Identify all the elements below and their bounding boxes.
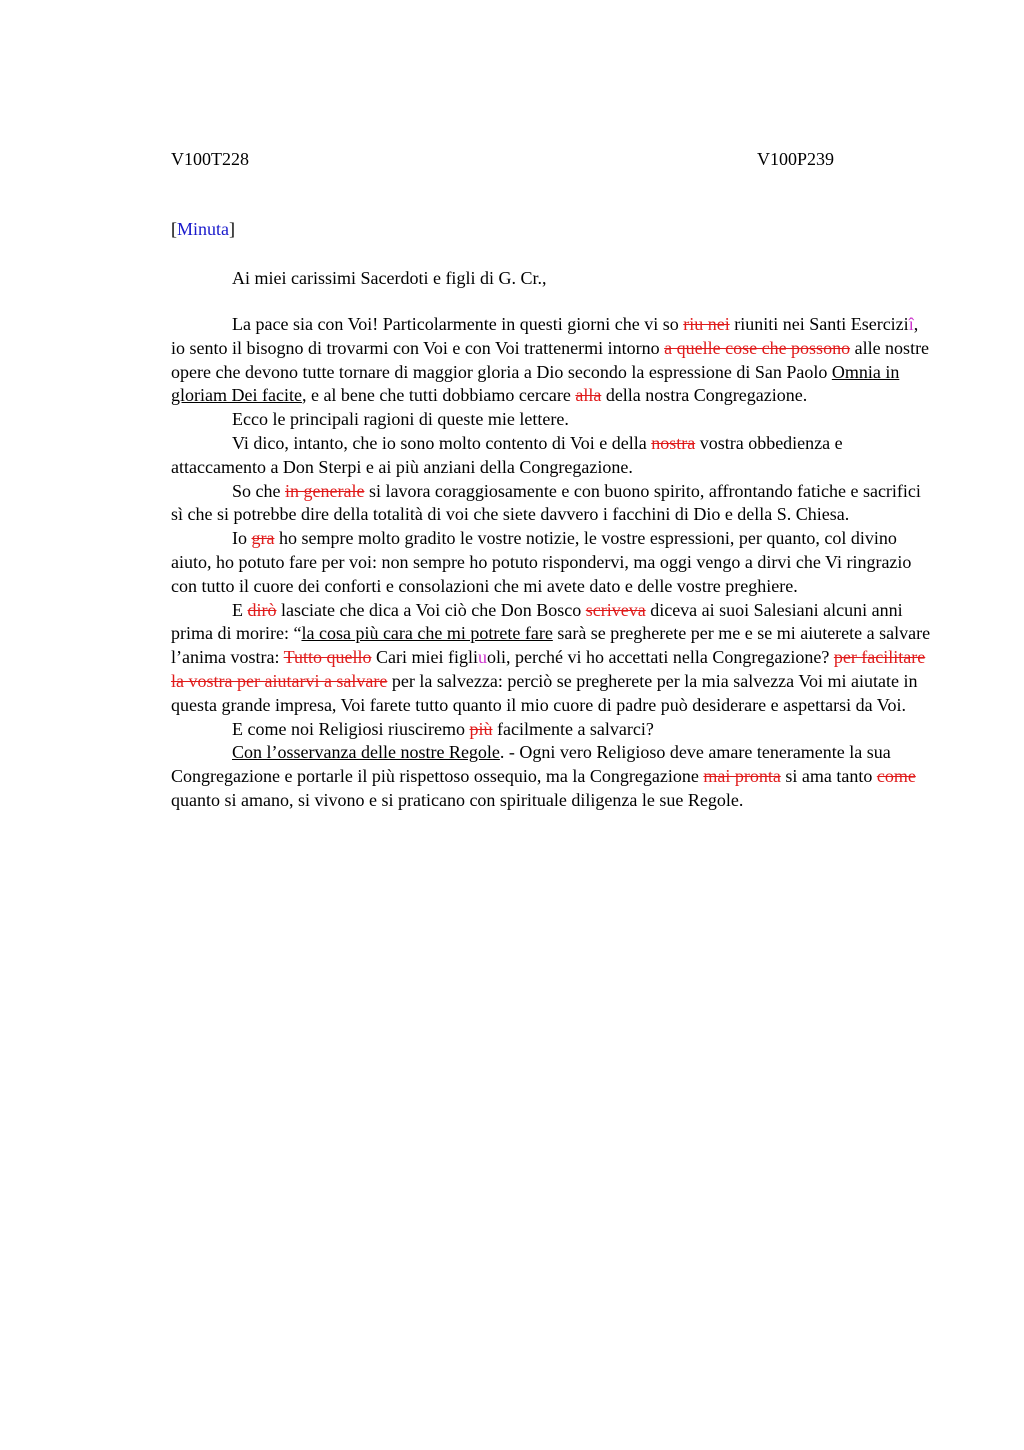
- deletion: scriveva: [585, 599, 646, 620]
- paragraph-5: [171, 527, 931, 598]
- underlined-quote: Omnia in gloriam Dei facite: [171, 361, 900, 406]
- text: Ecco le principali ragioni di queste mie lettere.: [232, 409, 569, 430]
- insertion: u: [477, 647, 487, 668]
- paragraph-4: [171, 480, 931, 528]
- text: riuniti nei Santi Esercizi: [729, 314, 909, 334]
- text: Io: [232, 528, 252, 549]
- paragraph-2: [171, 408, 931, 432]
- text: ho sempre molto gradito le vostre notizie, le vostre espressioni, per quanto, col divino aiuto, ho potuto fare per voi: non sempre ho potuto rispondervi, ma oggi vengo a dirvi che Vi ringrazio con tutto il cuore dei conforti e consolazioni che mi avete dato e delle vostre preghiere.: [171, 528, 912, 596]
- deletion: Tutto quello: [283, 647, 372, 668]
- deletion: nostra: [651, 432, 696, 453]
- deletion: in generale: [285, 480, 365, 501]
- header-right-code: V100P239: [757, 149, 835, 169]
- text: , e al bene che tutti dobbiamo cercare: [301, 385, 576, 406]
- text: , io sento il bisogno di trovarmi con Voi e con Voi trattenermi intorno: [171, 314, 919, 358]
- text: per la salvezza: perciò se pregherete per la mia salvezza Voi mi aiutate in questa grande impresa, Voi farete tutto quanto il mio cuore di padre può desiderare e aspettarsi da Voi.: [171, 670, 918, 715]
- text: facilmente a salvarci?: [492, 718, 654, 739]
- text: si ama tanto: [780, 766, 877, 787]
- underlined-quote: la cosa più cara che mi potrete fare: [301, 623, 553, 644]
- text: della nostra Congregazione.: [601, 385, 808, 406]
- header-left-code: V100T228: [171, 149, 249, 169]
- text: vostra obbedienza e attaccamento a Don Sterpi e ai più anziani della Congregazione.: [171, 432, 843, 477]
- text: E come noi Religiosi riusciremo: [232, 718, 470, 739]
- deletion: per facilitare la vostra per aiutarvi a salvare: [171, 647, 926, 691]
- text: si lavora coraggiosamente e con buono spirito, affrontando fatiche e sacrifici sì che si potrebbe dire della totalità di voi che siete davvero i facchini di Dio e della S. Chiesa.: [171, 480, 921, 525]
- paragraph-8: [171, 741, 931, 812]
- paragraph-3: [171, 432, 931, 480]
- salutation: Ai miei carissimi Sacerdoti e figli di G. Cr.,: [232, 268, 547, 288]
- text: sarà se pregherete per me e se mi aiuterete a salvare l’anima vostra:: [171, 623, 931, 668]
- text: So che: [232, 480, 285, 501]
- text: oli, perché vi ho accettati nella Congregazione?: [486, 647, 834, 668]
- document-type-label: [171, 218, 235, 240]
- bracket-close: ]: [229, 219, 235, 239]
- paragraph-6: [171, 599, 931, 718]
- text: quanto si amano, si vivono e si praticano con spirituale diligenza le sue Regole.: [171, 789, 744, 810]
- text: lasciate che dica a Voi ciò che Don Bosco: [276, 599, 586, 620]
- deletion: come: [876, 766, 916, 787]
- bracket-open: [: [171, 219, 177, 239]
- letter-body: [171, 313, 931, 813]
- text: La pace sia con Voi! Particolarmente in questi giorni che vi so: [232, 314, 684, 334]
- deletion: a quelle cose che possono: [664, 337, 851, 358]
- deletion: dirò: [247, 599, 277, 620]
- text: diceva ai suoi Salesiani alcuni anni prima di morire: “: [171, 599, 903, 644]
- text: . - Ogni vero Religioso deve amare teneramente la sua Congregazione e portarle il più rispettoso ossequio, ma la Congregazione: [171, 742, 891, 787]
- deletion: più: [469, 718, 493, 739]
- deletion: mai pronta: [703, 766, 781, 787]
- underlined-heading: Con l’osservanza delle nostre Regole: [232, 742, 500, 763]
- text: Cari miei figli: [371, 647, 478, 668]
- deletion: alla: [575, 385, 602, 406]
- text: alle nostre opere che devono tutte tornare di maggior gloria a Dio secondo la espressione di San Paolo: [171, 337, 930, 382]
- deletion: riu nei: [683, 314, 730, 334]
- deletion: gra: [251, 528, 275, 549]
- text: E: [232, 599, 248, 620]
- insertion: î: [908, 314, 914, 334]
- text: Vi dico, intanto, che io sono molto contento di Voi e della: [232, 432, 652, 453]
- paragraph-1: [171, 313, 931, 408]
- minuta-label: Minuta: [177, 219, 229, 239]
- paragraph-7: [171, 718, 931, 742]
